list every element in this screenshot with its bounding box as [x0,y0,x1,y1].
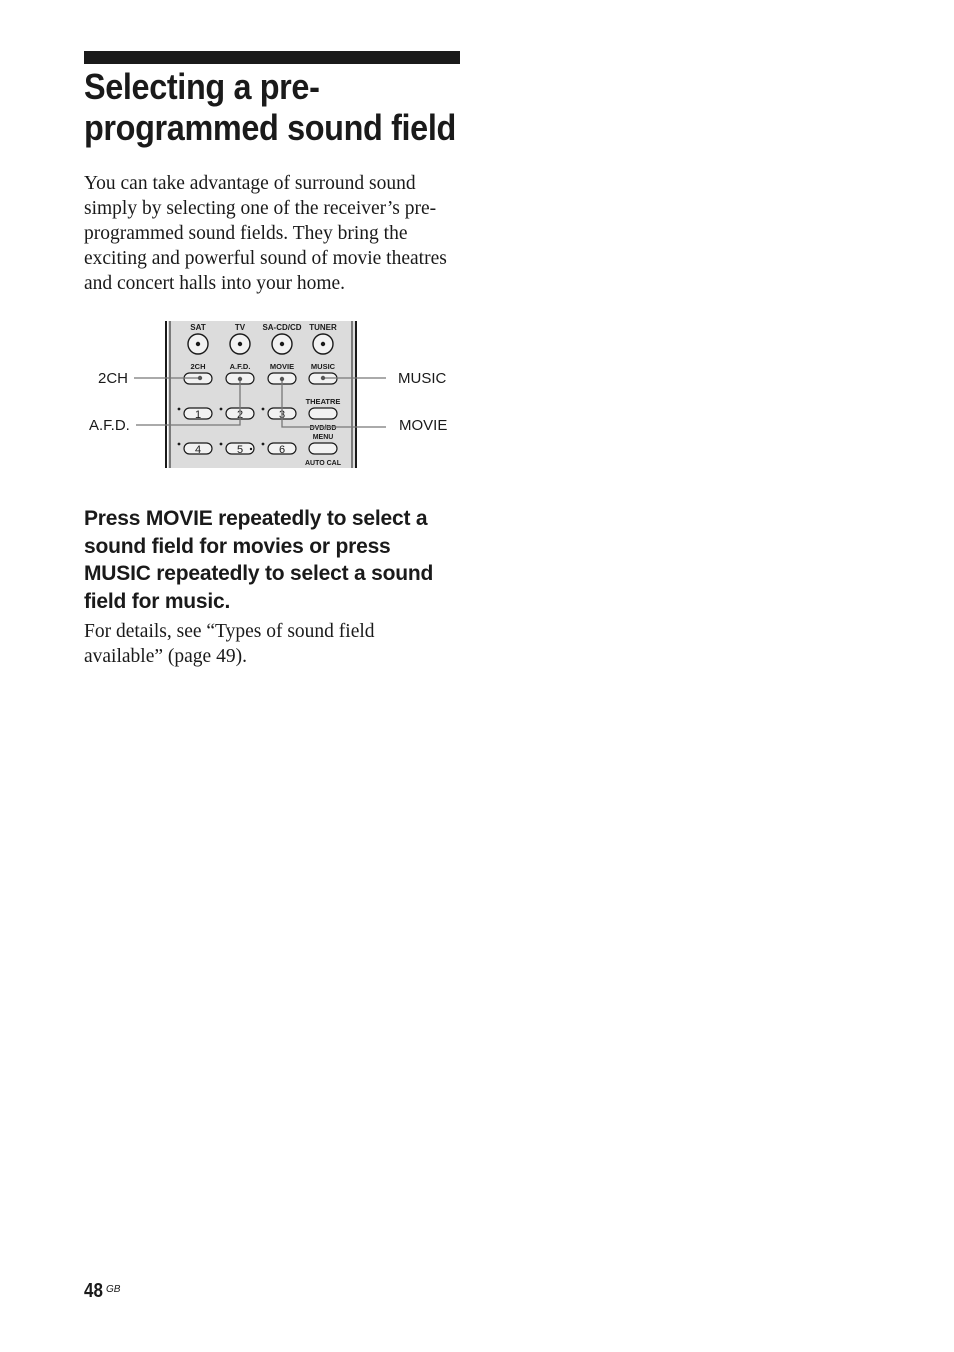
intro-line: You can take advantage of surround sound [84,173,416,194]
digit-2-label: 2 [236,409,244,421]
menu-label: MENU [312,434,334,441]
callout-afd: A.F.D. [89,417,130,434]
page-title [84,66,462,148]
digit-3-dot [262,408,265,411]
digit-1-label: 1 [194,409,202,421]
digit-5-dot [220,443,223,446]
step-line: sound field for movies or press [84,534,391,558]
step-line: MUSIC repeatedly to select a sound [84,562,434,585]
input-label-sat: SAT [190,323,206,332]
digit-6-label: 6 [278,444,286,456]
title-rule [84,51,460,64]
title-line: Selecting a pre- [84,66,320,107]
step-line: field for music. [84,589,231,613]
mode-label-afd: A.F.D. [229,362,251,371]
input-label-sacd: SA-CD/CD [262,323,302,332]
remote-diagram [84,318,464,472]
callout-music: MUSIC [398,370,447,387]
mode-label-music: MUSIC [310,362,336,371]
autocal-label: AUTO CAL [304,460,342,467]
step-heading [84,505,464,615]
digit-3-label: 3 [278,409,286,421]
details-note [84,619,464,669]
page-number: 48 [84,1280,103,1302]
input-label-tv: TV [234,323,246,332]
leader-movie-end [280,377,284,381]
digit-6-dot [262,443,265,446]
theatre-button[interactable] [309,408,337,419]
sat-button-dot [196,342,200,346]
leader-2ch-end [198,376,202,380]
step-line: Press MOVIE repeatedly to select a [84,507,428,530]
theatre-label: THEATRE [305,397,341,406]
digit-4-label: 4 [194,444,202,456]
digit-4-dot [178,443,181,446]
input-label-tuner: TUNER [309,323,337,332]
digit-5-label: 5 [236,444,244,456]
leader-afd-end [238,377,242,381]
note-line: For details, see “Types of sound field [84,621,375,642]
intro-line: simply by selecting one of the receiver’s pre- [84,198,437,219]
digit-5-tactile-dot [250,448,252,450]
page-number-suffix: GB [106,1284,121,1295]
sacd-button-dot [280,342,284,346]
intro-line: programmed sound fields. They bring the [84,223,408,244]
leader-music-end [321,376,325,380]
tuner-button-dot [321,342,325,346]
digit-1-dot [178,408,181,411]
tv-button-dot [238,342,242,346]
mode-label-movie: MOVIE [269,362,295,371]
dvd-label: DVD/BD [309,425,337,432]
digit-2-dot [220,408,223,411]
note-line: available” (page 49). [84,646,247,667]
intro-line: and concert halls into your home. [84,273,346,294]
callout-movie: MOVIE [399,417,448,434]
remote-illustration [84,318,464,472]
intro-line: exciting and powerful sound of movie theatres [84,248,447,269]
intro-paragraph [84,171,464,296]
title-line: programmed sound field [84,107,456,148]
dvd-menu-button[interactable] [309,443,337,454]
mode-label-2ch: 2CH [190,362,206,371]
callout-2ch: 2CH [98,370,129,387]
